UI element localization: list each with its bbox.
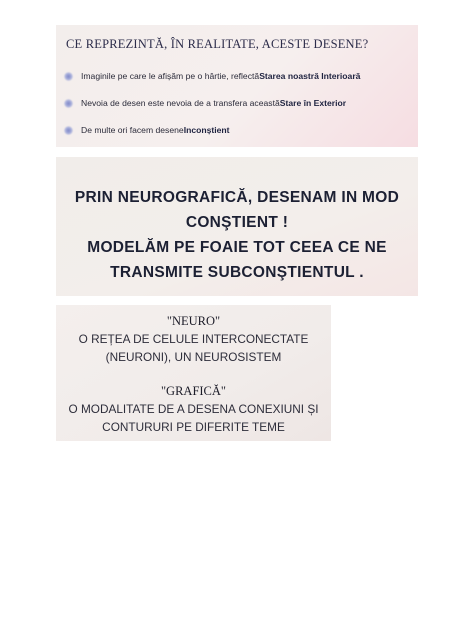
- bullet-dot-icon: [64, 72, 73, 81]
- bullet-bold-text: Inconștient: [183, 125, 230, 135]
- statement-line: TRANSMITE SUBCONŞTIENTUL .: [110, 264, 364, 281]
- neuro-definition-line: (NEURONI), UN NEUROSISTEM: [105, 350, 282, 364]
- definitions-panel: [56, 305, 331, 441]
- bullet-bold-text: Starea noastră Interioară: [259, 71, 361, 81]
- grafica-term: "GRAFICĂ": [160, 384, 227, 398]
- bullet-text: Nevoia de desen este nevoia de a transfera această: [81, 98, 280, 108]
- list-item: [64, 125, 230, 135]
- statement-line: MODELĂM PE FOAIE TOT CEEA CE NE: [87, 239, 387, 256]
- grafica-definition-line: CONTURURI PE DIFERITE TEME: [102, 420, 285, 434]
- panel-heading: CE REPREZINTĂ, ÎN REALITATE, ACESTE DESENE?: [66, 37, 369, 51]
- statement-line: PRIN NEUROGRAFICĂ, DESENAM IN MOD: [74, 189, 400, 206]
- drawings-meaning-panel: [56, 25, 418, 147]
- grafica-definition-line: O MODALITATE DE A DESENA CONEXIUNI ȘI: [68, 402, 319, 416]
- statement-line: CONŞTIENT !: [185, 214, 289, 231]
- bullet-dot-icon: [64, 99, 73, 108]
- list-item: [64, 98, 346, 108]
- neuro-term: "NEURO": [166, 314, 221, 328]
- bullet-dot-icon: [64, 126, 73, 135]
- bullet-text: Imaginile pe care le afișăm pe o hârtie, reflectă: [81, 71, 260, 81]
- list-item: [64, 71, 360, 81]
- bullet-bold-text: Stare în Exterior: [279, 98, 347, 108]
- bullet-text: De multe ori facem desene: [81, 125, 184, 135]
- neurografica-statement-panel: [56, 157, 418, 296]
- neuro-definition-line: O REȚEA DE CELULE INTERCONECTATE: [78, 332, 309, 346]
